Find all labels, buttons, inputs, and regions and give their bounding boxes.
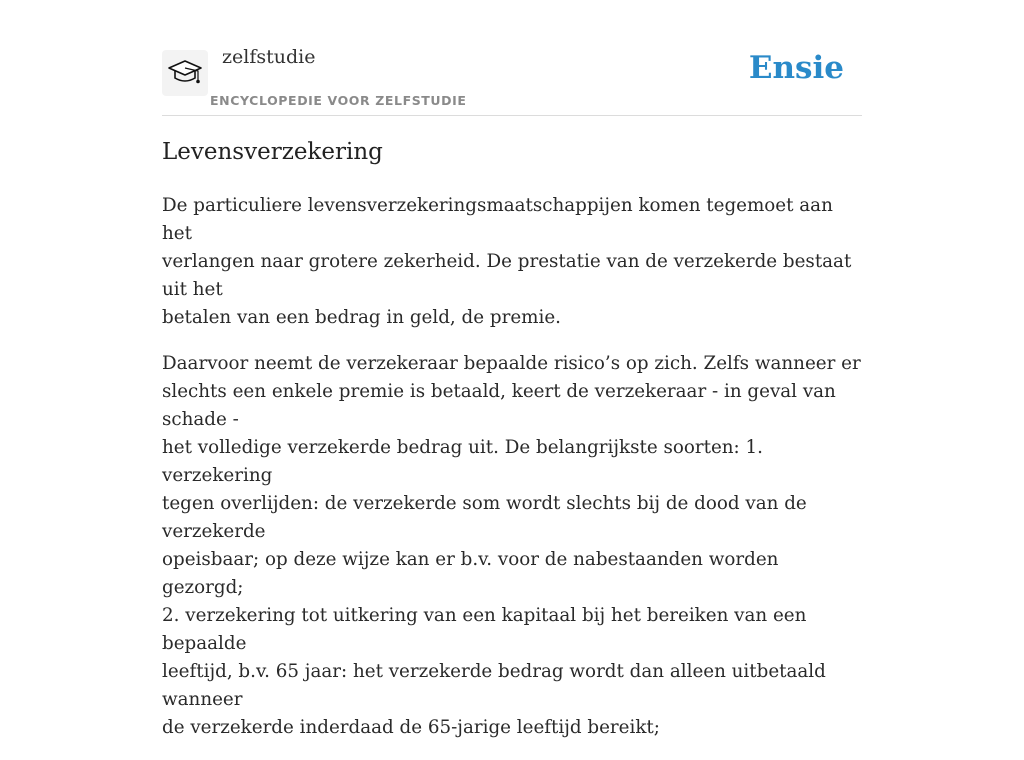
paragraph [162,192,862,332]
text-line: de verzekerde inderdaad de 65-jarige leeftijd bereikt; [162,717,660,738]
site-tagline: ENCYCLOPEDIE VOOR ZELFSTUDIE [210,93,467,108]
brand-logo[interactable]: Ensie [748,50,844,86]
site-logo[interactable] [162,50,208,96]
text-line: slechts een enkele premie is betaald, keert de verzekeraar - in geval van schade - [162,381,836,430]
article-body [162,192,862,760]
text-line: verlangen naar grotere zekerheid. De prestatie van de verzekerde bestaat uit het [162,251,852,300]
text-line: De particuliere levensverzekeringsmaatschappijen komen tegemoet aan het [162,195,833,244]
text-line: opeisbaar; op deze wijze kan er b.v. voor de nabestaanden worden gezorgd; [162,549,779,598]
article-title: Levensverzekering [162,139,383,165]
text-line: Daarvoor neemt de verzekeraar bepaalde risico’s op zich. Zelfs wanneer er [162,353,861,374]
paragraph [162,350,862,742]
text-line: betalen van een bedrag in geld, de premie. [162,307,561,328]
site-header [162,40,862,116]
text-line: 2. verzekering tot uitkering van een kapitaal bij het bereiken van een bepaalde [162,605,807,654]
text-line: tegen overlijden: de verzekerde som wordt slechts bij de dood van de verzekerde [162,493,807,542]
text-line: het volledige verzekerde bedrag uit. De belangrijkste soorten: 1. verzekering [162,437,763,486]
site-name[interactable]: zelfstudie [222,46,316,68]
text-line: leeftijd, b.v. 65 jaar: het verzekerde bedrag wordt dan alleen uitbetaald wanneer [162,661,826,710]
